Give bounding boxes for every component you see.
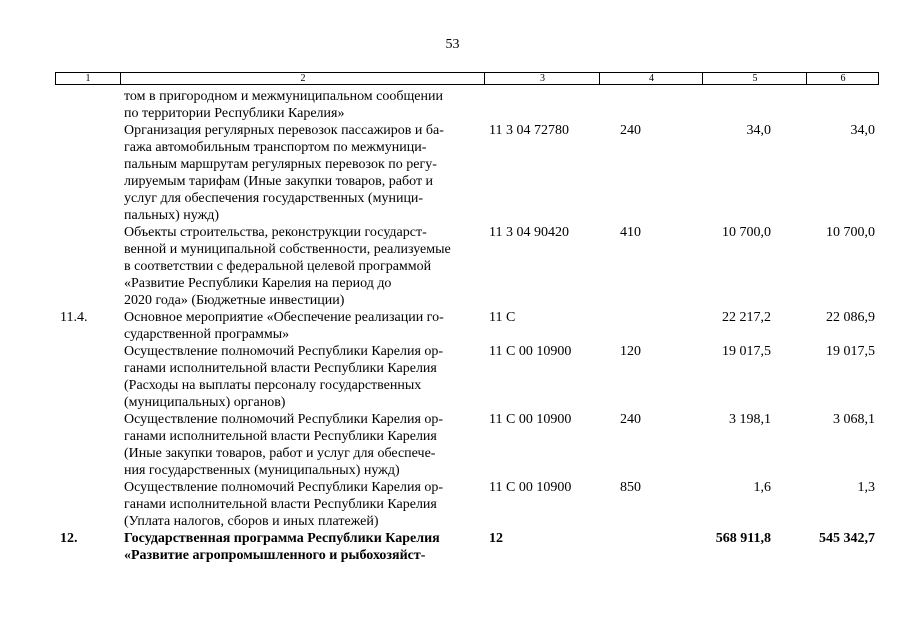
description-line: пальным маршрутам регулярных перевозок по регу- bbox=[124, 157, 437, 172]
table-row bbox=[0, 224, 905, 309]
header-col-3: 3 bbox=[484, 73, 600, 84]
description-line: (Уплата налогов, сборов и иных платежей) bbox=[124, 514, 379, 529]
description-line: лируемым тарифам (Иные закупки товаров, работ и bbox=[124, 174, 434, 189]
amount-col-5: 19 017,5 bbox=[722, 344, 771, 359]
table-row bbox=[0, 411, 905, 479]
amount-col-6: 22 086,9 bbox=[826, 310, 875, 325]
description-line: «Развитие агропромышленного и рыбохозяйст- bbox=[124, 548, 426, 563]
amount-col-5: 22 217,2 bbox=[722, 310, 771, 325]
description-line: 2020 года» (Бюджетные инвестиции) bbox=[124, 293, 345, 308]
row-number: 11.4. bbox=[60, 310, 88, 325]
amount-col-6: 1,3 bbox=[857, 480, 875, 495]
row-number: 12. bbox=[60, 531, 78, 546]
amount-col-6: 10 700,0 bbox=[826, 225, 875, 240]
budget-code: 11 3 04 90420 bbox=[489, 225, 569, 240]
row-description bbox=[124, 411, 484, 479]
description-line: венной и муниципальной собственности, реализуемые bbox=[124, 242, 451, 257]
table-row bbox=[0, 309, 905, 343]
description-line: ганами исполнительной власти Республики Карелия bbox=[124, 497, 437, 512]
row-description bbox=[124, 479, 484, 530]
header-col-1: 1 bbox=[85, 73, 91, 84]
description-line: по территории Республики Карелия» bbox=[124, 106, 345, 121]
row-description bbox=[124, 343, 484, 411]
row-description bbox=[124, 224, 484, 309]
budget-code: 11 С 00 10900 bbox=[489, 344, 572, 359]
expense-type-code: 850 bbox=[620, 480, 641, 495]
amount-col-5: 568 911,8 bbox=[715, 531, 771, 546]
budget-code: 11 С bbox=[489, 310, 516, 325]
row-description bbox=[124, 309, 484, 343]
description-line: ганами исполнительной власти Республики Карелия bbox=[124, 429, 437, 444]
amount-col-6: 545 342,7 bbox=[819, 531, 875, 546]
amount-col-5: 34,0 bbox=[746, 123, 771, 138]
header-col-6: 6 bbox=[806, 73, 879, 84]
budget-code: 12 bbox=[489, 531, 503, 546]
description-line: в соответствии с федеральной целевой программой bbox=[124, 259, 432, 274]
description-line: Объекты строительства, реконструкции государст- bbox=[124, 225, 427, 240]
page-number: 53 bbox=[445, 37, 460, 52]
table-row bbox=[0, 343, 905, 411]
expense-type-code: 240 bbox=[620, 123, 641, 138]
description-line: Государственная программа Республики Карелия bbox=[124, 531, 440, 546]
budget-code: 11 С 00 10900 bbox=[489, 412, 572, 427]
description-line: ганами исполнительной власти Республики Карелия bbox=[124, 361, 437, 376]
description-line: (Иные закупки товаров, работ и услуг для обеспече- bbox=[124, 446, 436, 461]
table-header bbox=[55, 72, 879, 85]
row-description bbox=[124, 530, 484, 564]
description-line: пальных) нужд) bbox=[124, 208, 220, 223]
amount-col-6: 3 068,1 bbox=[833, 412, 875, 427]
amount-col-5: 1,6 bbox=[753, 480, 771, 495]
description-line: «Развитие Республики Карелия на период до bbox=[124, 276, 392, 291]
header-col-5: 5 bbox=[702, 73, 807, 84]
amount-col-6: 34,0 bbox=[850, 123, 875, 138]
description-line: том в пригородном и межмуниципальном сообщении bbox=[124, 89, 443, 104]
description-line: услуг для обеспечения государственных (муници- bbox=[124, 191, 424, 206]
expense-type-code: 410 bbox=[620, 225, 641, 240]
description-line: Основное мероприятие «Обеспечение реализации го- bbox=[124, 310, 444, 325]
budget-code: 11 3 04 72780 bbox=[489, 123, 569, 138]
description-line: ния государственных (муниципальных) нужд) bbox=[124, 463, 400, 478]
description-line: Осуществление полномочий Республики Карелия ор- bbox=[124, 344, 444, 359]
description-line: (Расходы на выплаты персоналу государственных bbox=[124, 378, 422, 393]
description-line: Осуществление полномочий Республики Карелия ор- bbox=[124, 412, 444, 427]
expense-type-code: 240 bbox=[620, 412, 641, 427]
row-description bbox=[124, 122, 484, 224]
description-line: Организация регулярных перевозок пассажиров и ба- bbox=[124, 123, 444, 138]
description-line: Осуществление полномочий Республики Карелия ор- bbox=[124, 480, 444, 495]
budget-code: 11 С 00 10900 bbox=[489, 480, 572, 495]
description-line: (муниципальных) органов) bbox=[124, 395, 286, 410]
header-col-4: 4 bbox=[599, 73, 703, 84]
table-row bbox=[0, 122, 905, 224]
header-col-2: 2 bbox=[120, 73, 485, 84]
row-description bbox=[124, 88, 484, 122]
table-row bbox=[0, 479, 905, 530]
table-row bbox=[0, 530, 905, 564]
amount-col-6: 19 017,5 bbox=[826, 344, 875, 359]
description-line: гажа автомобильным транспортом по межмуници- bbox=[124, 140, 427, 155]
expense-type-code: 120 bbox=[620, 344, 641, 359]
table-body bbox=[0, 88, 905, 564]
amount-col-5: 3 198,1 bbox=[729, 412, 771, 427]
table-row bbox=[0, 88, 905, 122]
description-line: сударственной программы» bbox=[124, 327, 290, 342]
amount-col-5: 10 700,0 bbox=[722, 225, 771, 240]
